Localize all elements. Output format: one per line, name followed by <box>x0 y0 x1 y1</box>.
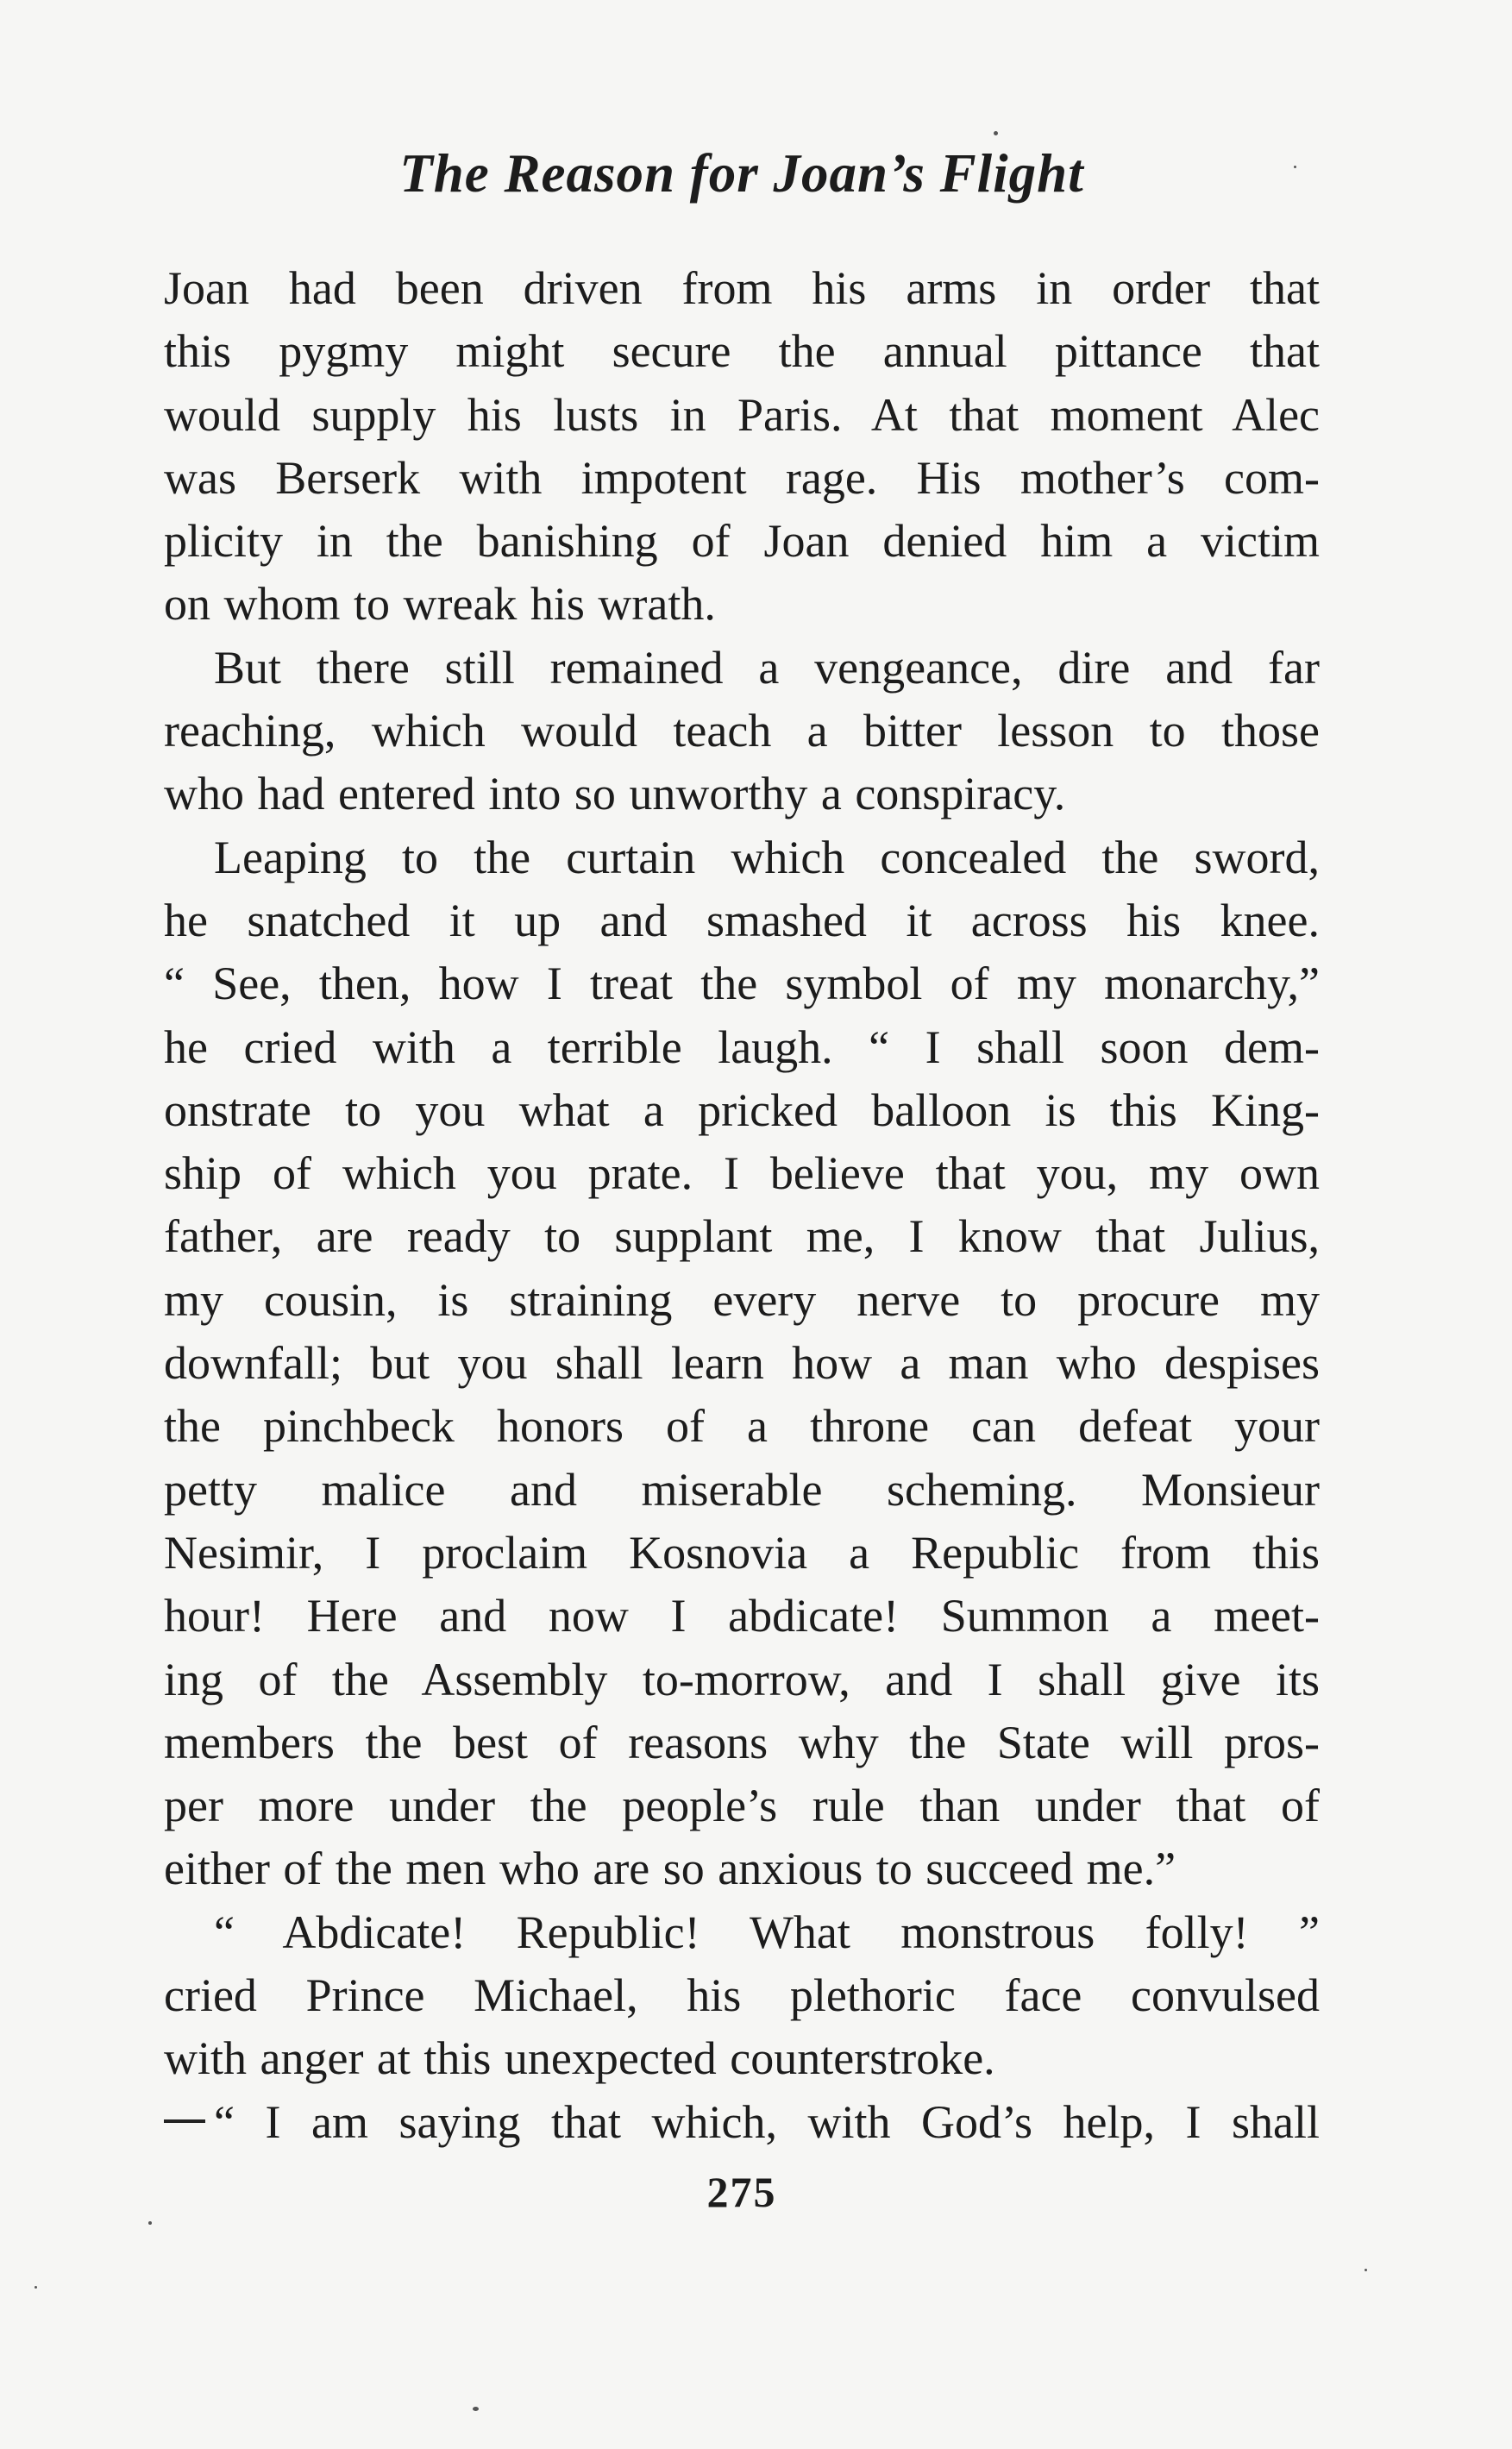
text-line: ing of the Assembly to-morrow, and I shall give its <box>164 1653 1320 1705</box>
paragraph <box>164 826 1320 1901</box>
paper-speck <box>148 2221 152 2225</box>
text-line: on whom to wreak his wrath. <box>164 578 716 631</box>
text-line: But there still remained a vengeance, dire and far <box>214 641 1320 694</box>
page-number: 275 <box>706 2168 777 2216</box>
text-line: hour! Here and now I abdicate! Summon a meet- <box>164 1590 1320 1642</box>
text-line: this pygmy might secure the annual pittance that <box>164 325 1320 378</box>
text-line: downfall; but you shall learn how a man who despises <box>164 1337 1320 1390</box>
text-line: Joan had been driven from his arms in order that <box>164 262 1320 314</box>
text-line: was Berserk with impotent rage. His mother’s com- <box>164 451 1320 504</box>
text-line: “ I am saying that which, with God’s help, I shall <box>214 2095 1320 2148</box>
text-line: Leaping to the curtain which concealed the sword, <box>214 831 1320 883</box>
text-line: would supply his lusts in Paris. At that moment Alec <box>164 388 1320 441</box>
text-line: members the best of reasons why the State will pros- <box>164 1716 1320 1768</box>
body-text <box>164 257 1320 2154</box>
text-line: either of the men who are so anxious to succeed me.” <box>164 1843 1176 1895</box>
text-line: “ Abdicate! Republic! What monstrous folly! ” <box>214 1906 1320 1958</box>
paper-speck <box>1365 2269 1367 2271</box>
paper-speck <box>35 2286 37 2289</box>
paragraph <box>164 637 1320 826</box>
text-line: Nesimir, I proclaim Kosnovia a Republic from this <box>164 1526 1320 1579</box>
paragraph <box>164 257 1320 637</box>
text-line: the pinchbeck honors of a throne can defeat your <box>164 1400 1320 1453</box>
paper-speck <box>994 131 998 135</box>
paragraph <box>164 1901 1320 2091</box>
text-line: with anger at this unexpected counterstroke. <box>164 2032 995 2085</box>
text-line: petty malice and miserable scheming. Monsieur <box>164 1463 1320 1516</box>
text-line: he cried with a terrible laugh. “ I shall soon dem- <box>164 1020 1320 1073</box>
running-head: The Reason for Joan’s Flight <box>399 143 1084 204</box>
paper-speck <box>473 2407 479 2411</box>
text-line: he snatched it up and smashed it across his knee. <box>164 894 1320 946</box>
text-line: ship of which you prate. I believe that you, my own <box>164 1147 1320 1200</box>
text-line: cried Prince Michael, his plethoric face convulsed <box>164 1969 1320 2022</box>
text-line: “ See, then, how I treat the symbol of my monarchy,” <box>164 958 1320 1010</box>
text-line: onstrate to you what a pricked balloon is this King- <box>164 1083 1320 1136</box>
text-line: who had entered into so unworthy a conspiracy. <box>164 768 1066 820</box>
text-line: father, are ready to supplant me, I know that Julius, <box>164 1210 1320 1263</box>
text-line: plicity in the banishing of Joan denied him a victim <box>164 515 1320 568</box>
paragraph <box>164 2091 1320 2154</box>
text-line: per more under the people’s rule than under that of <box>164 1780 1320 1832</box>
footer-dash <box>164 2119 205 2123</box>
paper-speck <box>1294 166 1296 168</box>
text-line: reaching, which would teach a bitter lesson to those <box>164 705 1320 757</box>
text-line: my cousin, is straining every nerve to procure my <box>164 1273 1320 1326</box>
